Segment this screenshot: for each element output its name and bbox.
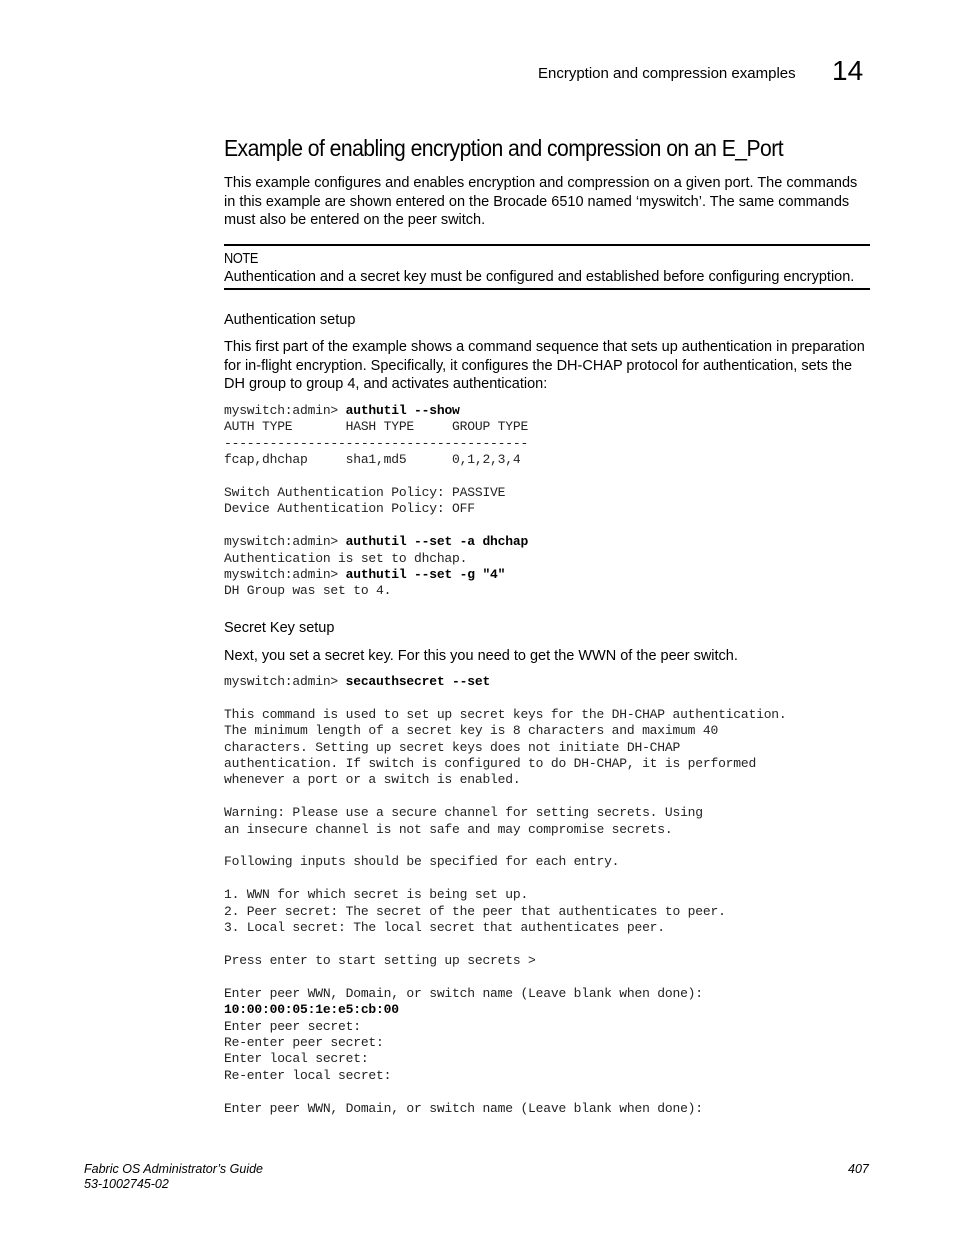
- auth-code-block: [224, 403, 528, 600]
- code-output: This command is used to set up secret keys for the DH-CHAP authentication. The minimum length of a secret key is 8 characters and maximum 40 characters. Setting up secret keys does not initiate DH-CHAP authentication. If switch is configured to do DH-CHAP, it is performed whenever a port or a switch is enabled. Warning: Please use a secure channel for setting secrets. Using an insecure channel is not safe and may compromise secrets. Following inputs should be specified for each entry. 1. WWN for which secret is being set up. 2. Peer secret: The secret of the peer that authenticates to peer. 3. Local secret: The local secret that authenticates peer. Press enter to start setting up secrets > Enter peer WWN, Domain, or switch name (Leave blank when done):: [224, 706, 787, 1001]
- secret-code-block: [224, 674, 787, 1117]
- secret-key-heading: Secret Key setup: [224, 620, 335, 636]
- running-header-section: Encryption and compression examples: [538, 65, 796, 82]
- chapter-number: 14: [832, 55, 864, 86]
- code-prompt: myswitch:admin>: [224, 403, 346, 418]
- code-prompt: myswitch:admin>: [224, 567, 346, 583]
- note-box: [224, 244, 870, 290]
- code-command: authutil --set -a dhchap: [345, 534, 529, 550]
- section-title: Example of enabling encryption and compression on an E_Port: [224, 135, 784, 161]
- note-text: Authentication and a secret key must be configured and established before configuring encryption.: [224, 269, 855, 285]
- code-command: authutil --set -g "4": [345, 567, 506, 583]
- secret-key-paragraph: Next, you set a secret key. For this you need to get the WWN of the peer switch.: [224, 648, 738, 664]
- auth-setup-heading: Authentication setup: [224, 312, 356, 328]
- code-output: AUTH TYPE HASH TYPE GROUP TYPE ---------------------------------------- fcap,dhchap sha1,md5 0,1,2,3,4 Switch Authentication Policy: PASSIVE Device Authentication Policy: OFF: [224, 419, 529, 517]
- code-output: Enter peer secret: Re-enter peer secret: Enter local secret: Re-enter local secret: Enter peer WWN, Domain, or switch name (Leave blank when done):: [224, 1018, 703, 1116]
- code-prompt: myswitch:admin>: [224, 674, 346, 689]
- code-command: authutil --show: [345, 403, 460, 418]
- footer-document-number: 53-1002745-02: [84, 1177, 169, 1191]
- code-input-wwn: 10:00:00:05:1e:e5:cb:00: [224, 1002, 399, 1018]
- code-output: DH Group was set to 4.: [224, 583, 392, 599]
- intro-paragraph: This example configures and enables encryption and compression on a given port. The commands in this example are shown entered on the Brocade 6510 named ‘myswitch’. The same commands must also be entered on the peer switch.: [224, 175, 858, 228]
- note-label: NOTE: [224, 251, 259, 267]
- footer-guide-title: Fabric OS Administrator’s Guide: [84, 1162, 263, 1176]
- auth-setup-paragraph: This first part of the example shows a command sequence that sets up authentication in preparation for in-flight encryption. Specifically, it configures the DH-CHAP protocol for authentication, sets the DH group to group 4, and activates authentication:: [224, 339, 865, 392]
- code-prompt: myswitch:admin>: [224, 534, 346, 550]
- footer-page-number: 407: [848, 1162, 869, 1176]
- code-command: secauthsecret --set: [345, 674, 491, 689]
- code-output: Authentication is set to dhchap.: [224, 550, 468, 566]
